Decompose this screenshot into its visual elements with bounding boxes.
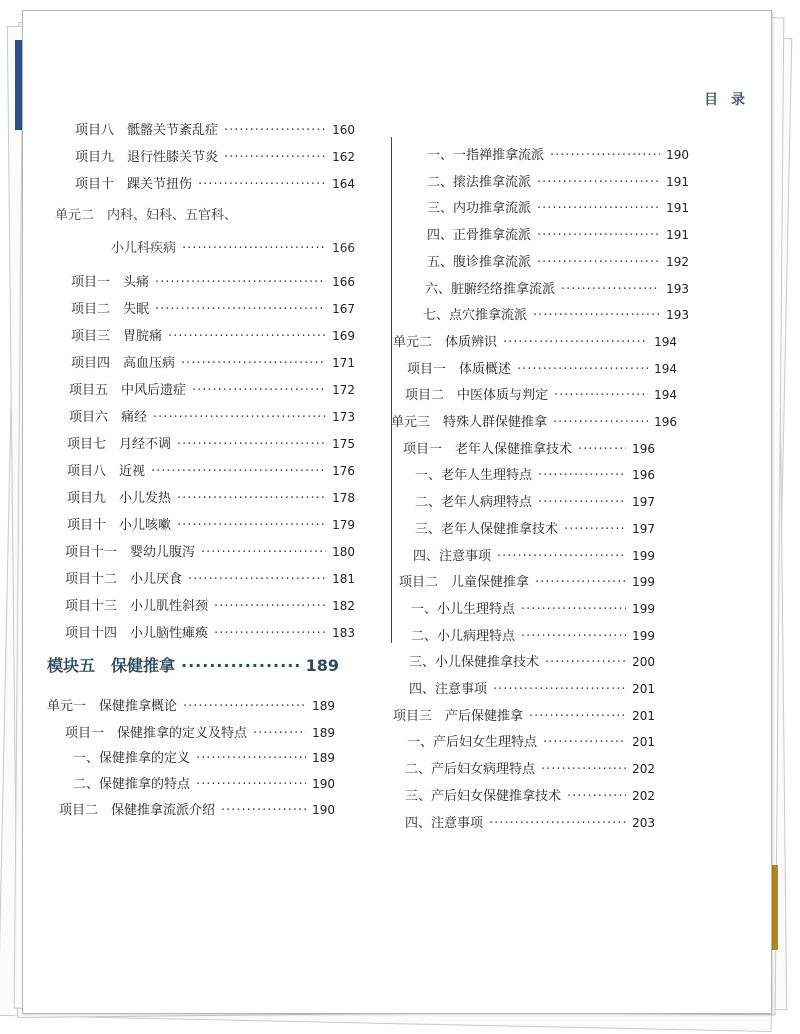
toc-entry-label: 四、注意事项 — [413, 549, 492, 564]
toc-entry-page-number: 201 — [632, 709, 655, 723]
toc-entry-label: 五、腹诊推拿流派 — [427, 255, 532, 270]
toc-entry[interactable] — [75, 173, 355, 192]
toc-entry[interactable] — [65, 568, 355, 587]
toc-entry-label: 一、保健推拿的定义 — [73, 751, 191, 766]
toc-entry-page-number: 199 — [632, 575, 655, 589]
toc-entry-label: 三、产后妇女保健推拿技术 — [405, 789, 562, 804]
dot-leader — [564, 522, 626, 537]
toc-page — [22, 10, 772, 1014]
dot-leader — [181, 656, 300, 675]
toc-entry-page-number: 171 — [332, 356, 355, 370]
toc-entry-label: 项目十三 小儿肌性斜颈 — [65, 599, 209, 614]
dot-leader — [535, 575, 626, 590]
dot-leader — [521, 602, 626, 617]
toc-entry-page-number: 179 — [332, 518, 355, 532]
dot-leader — [168, 329, 326, 344]
toc-entry-label: 项目十 小儿咳嗽 — [67, 518, 172, 533]
toc-entry[interactable] — [413, 545, 655, 564]
toc-entry[interactable] — [47, 695, 335, 714]
toc-entry[interactable] — [399, 571, 655, 590]
dot-leader — [214, 599, 326, 614]
dot-leader — [153, 410, 326, 425]
page-header-title: 目 录 — [704, 92, 749, 108]
toc-entry-page-number: 160 — [332, 123, 355, 137]
toc-entry[interactable] — [427, 251, 689, 270]
toc-entry-label: 项目二 儿童保健推拿 — [399, 575, 530, 590]
dot-leader — [201, 545, 326, 560]
toc-entry[interactable] — [73, 773, 335, 792]
toc-entry-label: 六、脏腑经络推拿流派 — [425, 282, 556, 297]
dot-leader — [503, 335, 648, 350]
toc-entry-label: 项目七 月经不调 — [67, 437, 172, 452]
toc-entry-page-number: 201 — [632, 735, 655, 749]
dot-leader — [521, 629, 626, 644]
toc-entry[interactable] — [407, 358, 677, 377]
dot-leader — [550, 148, 660, 163]
toc-entry-page-number: 167 — [332, 302, 355, 316]
toc-entry[interactable] — [409, 678, 655, 697]
toc-entry[interactable] — [71, 325, 355, 344]
toc-entry-label: 项目十二 小儿厌食 — [65, 572, 183, 587]
toc-entry-page-number: 166 — [332, 275, 355, 289]
dot-leader — [188, 572, 326, 587]
toc-entry-page-number: 193 — [666, 308, 689, 322]
toc-entry[interactable] — [405, 384, 677, 403]
toc-entry-label: 一、小儿生理特点 — [411, 602, 516, 617]
toc-entry-label: 小儿科疾病 — [111, 241, 177, 256]
toc-entry-label: 项目八 骶髂关节紊乱症 — [75, 123, 219, 138]
toc-entry[interactable] — [407, 731, 655, 750]
toc-entry-label: 项目一 头痛 — [71, 275, 150, 290]
dot-leader — [567, 789, 626, 804]
toc-entry-label: 模块五 保健推拿 — [47, 656, 176, 675]
dot-leader — [196, 751, 306, 766]
toc-entry-page-number: 194 — [654, 362, 677, 376]
toc-entry[interactable] — [393, 331, 677, 350]
toc-entry-page-number: 191 — [666, 228, 689, 242]
toc-entry-page-number: 199 — [632, 549, 655, 563]
toc-entry-label: 一、产后妇女生理特点 — [407, 735, 538, 750]
toc-entry[interactable] — [65, 595, 355, 614]
toc-entry-page-number: 196 — [654, 415, 677, 429]
dot-leader — [192, 383, 326, 398]
toc-entry[interactable] — [67, 487, 355, 506]
toc-entry-page-number: 173 — [332, 410, 355, 424]
dot-leader — [497, 549, 626, 564]
toc-entry-label: 项目十 踝关节扭伤 — [75, 177, 193, 192]
dot-leader — [537, 175, 660, 190]
toc-entry-label: 项目二 中医体质与判定 — [405, 388, 549, 403]
toc-entry-page-number: 199 — [632, 629, 655, 643]
toc-entry-label: 四、注意事项 — [405, 816, 484, 831]
dot-leader — [224, 123, 326, 138]
toc-entry-label: 项目八 近视 — [67, 464, 146, 479]
toc-entry[interactable] — [65, 722, 335, 741]
dot-leader — [196, 777, 306, 792]
toc-entry-page-number: 197 — [632, 495, 655, 509]
toc-entry-label: 一、一指禅推拿流派 — [427, 148, 545, 163]
toc-entry-label: 项目一 保健推拿的定义及特点 — [65, 726, 248, 741]
toc-entry-page-number: 164 — [332, 177, 355, 191]
toc-entry-label: 二、老年人病理特点 — [415, 495, 533, 510]
toc-entry[interactable] — [75, 119, 355, 138]
toc-entry-page-number: 194 — [654, 388, 677, 402]
toc-entry-label: 项目四 高血压病 — [71, 356, 176, 371]
toc-entry-label: 一、老年人生理特点 — [415, 468, 533, 483]
dot-leader — [182, 241, 326, 256]
dot-leader — [533, 308, 660, 323]
toc-entry[interactable] — [393, 705, 655, 724]
toc-entry-page-number: 194 — [654, 335, 677, 349]
toc-entry-page-number: 190 — [312, 777, 335, 791]
dot-leader — [181, 356, 326, 371]
toc-entry-page-number: 200 — [632, 655, 655, 669]
toc-entry[interactable] — [71, 352, 355, 371]
toc-entry[interactable] — [405, 812, 655, 831]
toc-entry-page-number: 176 — [332, 464, 355, 478]
toc-entry-label: 三、内功推拿流派 — [427, 201, 532, 216]
dot-leader — [177, 491, 326, 506]
toc-entry[interactable] — [59, 799, 335, 818]
toc-entry-page-number: 169 — [332, 329, 355, 343]
toc-entry-label: 四、正骨推拿流派 — [427, 228, 532, 243]
toc-entry[interactable] — [391, 411, 677, 430]
toc-entry-page-number: 190 — [312, 803, 335, 817]
toc-entry-label: 项目十四 小儿脑性瘫痪 — [65, 626, 209, 641]
toc-entry-page-number: 197 — [632, 522, 655, 536]
toc-entry[interactable] — [65, 541, 355, 560]
toc-entry[interactable] — [67, 433, 355, 452]
toc-entry[interactable] — [65, 622, 355, 641]
toc-entry-page-number: 181 — [332, 572, 355, 586]
toc-entry[interactable] — [411, 625, 655, 644]
toc-entry-label: 项目一 老年人保健推拿技术 — [403, 442, 573, 457]
cover-edge-gold — [772, 865, 778, 950]
toc-entry-page-number: 182 — [332, 599, 355, 613]
toc-entry[interactable] — [47, 653, 339, 676]
dot-leader — [545, 655, 626, 670]
dot-leader — [537, 228, 660, 243]
dot-leader — [537, 255, 660, 270]
toc-entry-label: 三、小儿保健推拿技术 — [409, 655, 540, 670]
toc-entry-page-number: 166 — [332, 241, 355, 255]
toc-entry-page-number: 192 — [666, 255, 689, 269]
toc-entry-page-number: 162 — [332, 150, 355, 164]
dot-leader — [183, 699, 306, 714]
toc-entry[interactable] — [427, 197, 689, 216]
dot-leader — [198, 177, 326, 192]
column-divider — [391, 137, 392, 643]
toc-entry[interactable] — [69, 379, 355, 398]
dot-leader — [529, 709, 626, 724]
toc-entry[interactable] — [69, 406, 355, 425]
toc-entry-label: 单元三 特殊人群保健推拿 — [391, 415, 548, 430]
toc-entry[interactable] — [405, 758, 655, 777]
dot-leader — [493, 682, 626, 697]
toc-entry-page-number: 193 — [666, 282, 689, 296]
toc-entry[interactable] — [71, 271, 355, 290]
toc-entry[interactable] — [409, 651, 655, 670]
toc-entry-page-number: 175 — [332, 437, 355, 451]
dot-leader — [155, 302, 326, 317]
dot-leader — [214, 626, 326, 641]
toc-entry-page-number: 180 — [332, 545, 355, 559]
toc-entry-page-number: 172 — [332, 383, 355, 397]
dot-leader — [517, 362, 648, 377]
toc-entry-label: 项目十一 婴幼儿腹泻 — [65, 545, 196, 560]
dot-leader — [177, 518, 326, 533]
dot-leader — [578, 442, 626, 457]
toc-entry[interactable] — [427, 144, 689, 163]
toc-entry-label: 项目二 失眠 — [71, 302, 150, 317]
toc-entry[interactable] — [411, 598, 655, 617]
toc-entry[interactable] — [427, 171, 689, 190]
toc-entry-label: 项目三 胃脘痛 — [71, 329, 163, 344]
toc-entry[interactable] — [415, 518, 655, 537]
dot-leader — [554, 388, 648, 403]
dot-leader — [253, 726, 306, 741]
unit-heading[interactable]: 单元二 内科、妇科、五官科、 — [55, 208, 238, 223]
dot-leader — [224, 150, 326, 165]
toc-entry-label: 二、小儿病理特点 — [411, 629, 516, 644]
toc-entry[interactable] — [75, 146, 355, 165]
toc-entry-page-number: 196 — [632, 442, 655, 456]
toc-entry-page-number: 189 — [305, 656, 339, 675]
toc-entry-label: 项目六 痛经 — [69, 410, 148, 425]
dot-leader — [538, 495, 626, 510]
dot-leader — [489, 816, 626, 831]
dot-leader — [553, 415, 648, 430]
dot-leader — [221, 803, 306, 818]
toc-entry-page-number: 190 — [666, 148, 689, 162]
toc-entry-label: 项目三 产后保健推拿 — [393, 709, 524, 724]
dot-leader — [561, 282, 660, 297]
toc-entry[interactable] — [403, 438, 655, 457]
toc-entry-label: 七、点穴推拿流派 — [423, 308, 528, 323]
toc-entry-page-number: 189 — [312, 726, 335, 740]
toc-entry[interactable] — [427, 224, 689, 243]
toc-entry-page-number: 202 — [632, 762, 655, 776]
toc-entry-page-number: 201 — [632, 682, 655, 696]
toc-entry-page-number: 196 — [632, 468, 655, 482]
toc-entry-label: 二、㨰法推拿流派 — [427, 175, 532, 190]
dot-leader — [538, 468, 626, 483]
toc-entry-label: 二、保健推拿的特点 — [73, 777, 191, 792]
toc-entry[interactable] — [67, 514, 355, 533]
dot-leader — [155, 275, 326, 290]
toc-entry[interactable] — [111, 237, 355, 256]
toc-entry-page-number: 191 — [666, 201, 689, 215]
toc-entry-page-number: 189 — [312, 699, 335, 713]
dot-leader — [541, 762, 626, 777]
dot-leader — [177, 437, 326, 452]
dot-leader — [151, 464, 326, 479]
toc-entry-page-number: 183 — [332, 626, 355, 640]
toc-entry[interactable] — [73, 747, 335, 766]
toc-entry-label: 项目二 保健推拿流派介绍 — [59, 803, 216, 818]
toc-entry-page-number: 178 — [332, 491, 355, 505]
toc-entry-label: 项目九 小儿发热 — [67, 491, 172, 506]
toc-entry-label: 单元一 保健推拿概论 — [47, 699, 178, 714]
toc-entry-page-number: 189 — [312, 751, 335, 765]
toc-entry-label: 单元二 体质辨识 — [393, 335, 498, 350]
toc-entry-label: 项目九 退行性膝关节炎 — [75, 150, 219, 165]
toc-entry-label: 四、注意事项 — [409, 682, 488, 697]
dot-leader — [537, 201, 660, 216]
toc-entry-label: 项目五 中风后遗症 — [69, 383, 187, 398]
toc-entry[interactable] — [71, 298, 355, 317]
toc-entry[interactable] — [425, 278, 689, 297]
toc-entry[interactable] — [67, 460, 355, 479]
toc-entry-label: 三、老年人保健推拿技术 — [415, 522, 559, 537]
toc-entry[interactable] — [415, 491, 655, 510]
toc-entry[interactable] — [405, 785, 655, 804]
toc-entry-page-number: 191 — [666, 175, 689, 189]
toc-entry[interactable] — [423, 304, 689, 323]
toc-entry-page-number: 202 — [632, 789, 655, 803]
toc-entry-page-number: 199 — [632, 602, 655, 616]
toc-entry-label: 二、产后妇女病理特点 — [405, 762, 536, 777]
toc-entry-page-number: 203 — [632, 816, 655, 830]
toc-entry-label: 项目一 体质概述 — [407, 362, 512, 377]
toc-entry[interactable] — [415, 464, 655, 483]
dot-leader — [543, 735, 626, 750]
